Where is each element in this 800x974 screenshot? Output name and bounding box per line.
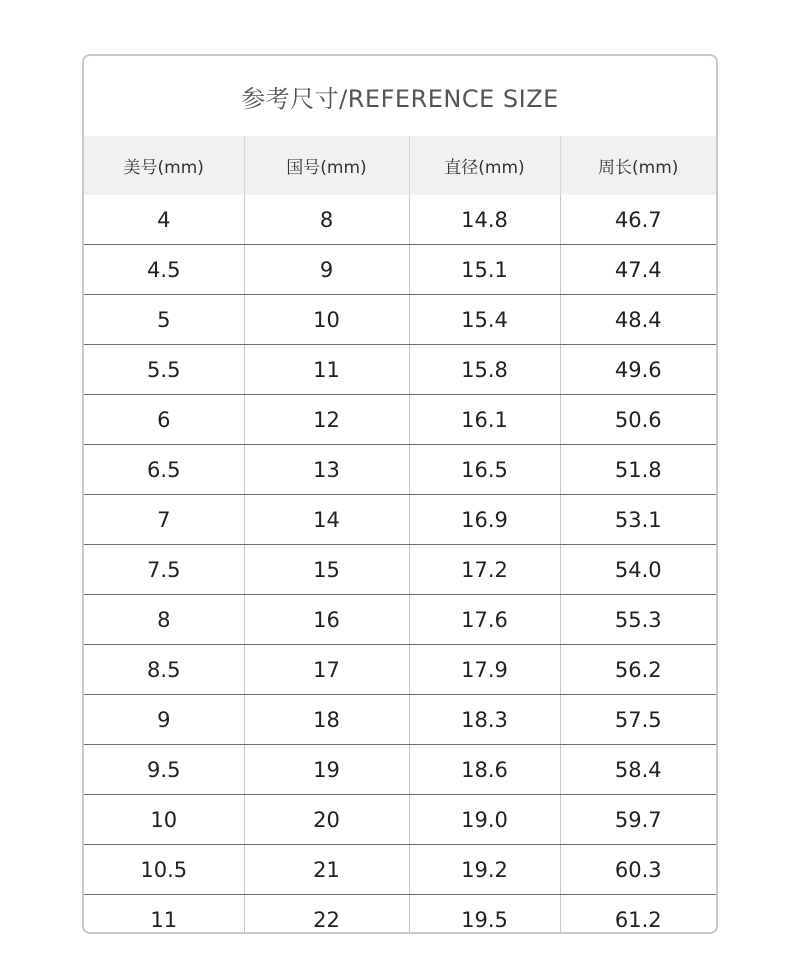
table-row xyxy=(84,845,716,895)
cell-us-size: 9.5 xyxy=(84,745,244,795)
table-row xyxy=(84,895,716,935)
cell-circumference: 46.7 xyxy=(560,195,716,245)
page-title: 参考尺寸/REFERENCE SIZE xyxy=(241,85,559,113)
table-row xyxy=(84,695,716,745)
cell-cn-size: 20 xyxy=(244,795,409,845)
cell-cn-size: 18 xyxy=(244,695,409,745)
table-row xyxy=(84,595,716,645)
cell-us-size: 8 xyxy=(84,595,244,645)
cell-circumference: 57.5 xyxy=(560,695,716,745)
cell-us-size: 6.5 xyxy=(84,445,244,495)
cell-us-size: 10.5 xyxy=(84,845,244,895)
table-header xyxy=(84,136,716,195)
cell-circumference: 54.0 xyxy=(560,545,716,595)
cell-cn-size: 21 xyxy=(244,845,409,895)
table-row xyxy=(84,745,716,795)
table-row xyxy=(84,495,716,545)
size-chart-card xyxy=(82,54,718,934)
cell-circumference: 47.4 xyxy=(560,245,716,295)
table-body xyxy=(84,195,716,934)
cell-diameter: 18.3 xyxy=(409,695,560,745)
cell-us-size: 5.5 xyxy=(84,345,244,395)
cell-circumference: 61.2 xyxy=(614,907,662,932)
table-row xyxy=(84,545,716,595)
cell-us-size: 7.5 xyxy=(84,545,244,595)
table-row xyxy=(84,795,716,845)
table-row xyxy=(84,295,716,345)
cell-diameter: 16.5 xyxy=(409,445,560,495)
cell-cn-size: 15 xyxy=(244,545,409,595)
cell-circumference: 51.8 xyxy=(560,445,716,495)
cell-circumference: 59.7 xyxy=(560,795,716,845)
cell-diameter: 16.9 xyxy=(409,495,560,545)
cell-cn-size: 9 xyxy=(244,245,409,295)
cell-circumference: 50.6 xyxy=(560,395,716,445)
cell-us-size: 11 xyxy=(84,895,244,935)
cell-diameter: 15.1 xyxy=(409,245,560,295)
cell-us-size: 9 xyxy=(84,695,244,745)
cell-diameter: 19.5 xyxy=(409,895,560,935)
cell-us-size: 4 xyxy=(84,195,244,245)
cell-diameter: 16.1 xyxy=(409,395,560,445)
cell-cn-size: 16 xyxy=(244,595,409,645)
cell-us-size: 10 xyxy=(84,795,244,845)
cell-us-size: 4.5 xyxy=(84,245,244,295)
column-header-diameter: 直径(mm) xyxy=(409,136,560,195)
cell-diameter: 17.2 xyxy=(409,545,560,595)
cell-cn-size: 13 xyxy=(244,445,409,495)
cell-us-size: 5 xyxy=(84,295,244,345)
column-header-circumference: 周长(mm) xyxy=(560,136,716,195)
table-row xyxy=(84,345,716,395)
cell-cn-size: 14 xyxy=(244,495,409,545)
cell-circumference: 60.3 xyxy=(560,845,716,895)
cell-diameter: 17.9 xyxy=(409,645,560,695)
cell-circumference: 55.3 xyxy=(560,595,716,645)
cell-circumference: 56.2 xyxy=(560,645,716,695)
cell-us-size: 8.5 xyxy=(84,645,244,695)
column-header-cn-size: 国号(mm) xyxy=(244,136,409,195)
cell-diameter: 18.6 xyxy=(409,745,560,795)
table-row xyxy=(84,245,716,295)
cell-circumference: 49.6 xyxy=(560,345,716,395)
column-header-us-size: 美号(mm) xyxy=(84,136,244,195)
table-row xyxy=(84,395,716,445)
cell-circumference: 48.4 xyxy=(560,295,716,345)
cell-diameter: 14.8 xyxy=(409,195,560,245)
table-row xyxy=(84,645,716,695)
cell-diameter: 19.0 xyxy=(409,795,560,845)
cell-cn-size: 22 xyxy=(244,895,409,935)
cell-diameter: 15.4 xyxy=(409,295,560,345)
cell-cn-size: 19 xyxy=(244,745,409,795)
cell-diameter: 19.2 xyxy=(409,845,560,895)
table-row xyxy=(84,445,716,495)
cell-us-size: 6 xyxy=(84,395,244,445)
cell-cn-size: 12 xyxy=(244,395,409,445)
table-row xyxy=(84,195,716,245)
cell-cn-size: 10 xyxy=(244,295,409,345)
cell-diameter: 17.6 xyxy=(409,595,560,645)
cell-circumference: 53.1 xyxy=(560,495,716,545)
cell-cn-size: 11 xyxy=(244,345,409,395)
size-table xyxy=(84,136,716,934)
cell-cn-size: 8 xyxy=(244,195,409,245)
cell-us-size: 7 xyxy=(84,495,244,545)
header-row xyxy=(84,136,716,195)
cell-cn-size: 17 xyxy=(244,645,409,695)
cell-circumference: 58.4 xyxy=(560,745,716,795)
cell-diameter: 15.8 xyxy=(409,345,560,395)
